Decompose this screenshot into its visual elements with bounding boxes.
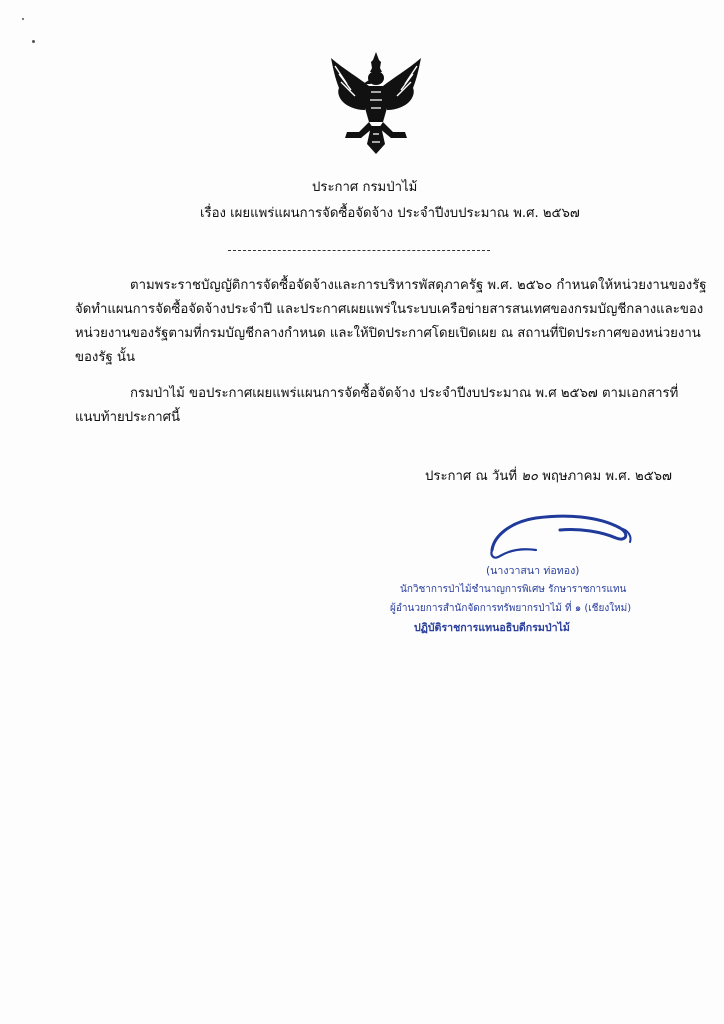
para1-line1: ตามพระราชบัญญัติการจัดซื้อจัดจ้างและการบริหารพัสดุภาครัฐ พ.ศ. ๒๕๖๐ กำหนดให้หน่วยงานของรัฐ bbox=[130, 278, 707, 293]
scan-speck bbox=[32, 40, 35, 43]
date-rest: พฤษภาคม พ.ศ. ๒๕๖๗ bbox=[542, 469, 672, 484]
handwritten-signature bbox=[470, 508, 640, 568]
separator-line bbox=[228, 250, 490, 251]
scan-speck bbox=[22, 18, 24, 20]
date-day: ๒๐ bbox=[521, 469, 538, 484]
para2-line1: กรมป่าไม้ ขอประกาศเผยแพร่แผนการจัดซื้อจัดจ้าง ประจำปีงบประมาณ พ.ศ ๒๕๖๗ ตามเอกสารที่ bbox=[130, 386, 679, 401]
date-line bbox=[425, 470, 672, 483]
announcement-title: ประกาศ กรมป่าไม้ bbox=[312, 180, 418, 195]
garuda-emblem bbox=[325, 48, 427, 158]
para1-line2: จัดทำแผนการจัดซื้อจัดจ้างประจำปี และประกาศเผยแพร่ในระบบเครือข่ายสารสนเทศของกรมบัญชีกลางและของ bbox=[75, 302, 704, 317]
signer-position-3: ปฏิบัติราชการแทนอธิบดีกรมป่าไม้ bbox=[414, 622, 570, 634]
signer-position-1: นักวิชาการป่าไม้ชำนาญการพิเศษ รักษาราชการแทน bbox=[400, 584, 627, 595]
announcement-subject: เรื่อง เผยแพร่แผนการจัดซื้อจัดจ้าง ประจำปีงบประมาณ พ.ศ. ๒๕๖๗ bbox=[200, 206, 580, 221]
para1-line3: หน่วยงานของรัฐตามที่กรมบัญชีกลางกำหนด และให้ปิดประกาศโดยเปิดเผย ณ สถานที่ปิดประกาศของหน่วยงาน bbox=[75, 326, 701, 341]
signer-name: (นางวาสนา ท่อทอง) bbox=[486, 565, 580, 577]
signer-position-2: ผู้อำนวยการสำนักจัดการทรัพยากรป่าไม้ ที่ ๑ (เชียงใหม่) bbox=[390, 603, 632, 614]
para2-line2: แนบท้ายประกาศนี้ bbox=[75, 410, 181, 425]
date-prefix: ประกาศ ณ วันที่ bbox=[425, 469, 518, 484]
para1-line4: ของรัฐ นั้น bbox=[75, 350, 135, 365]
